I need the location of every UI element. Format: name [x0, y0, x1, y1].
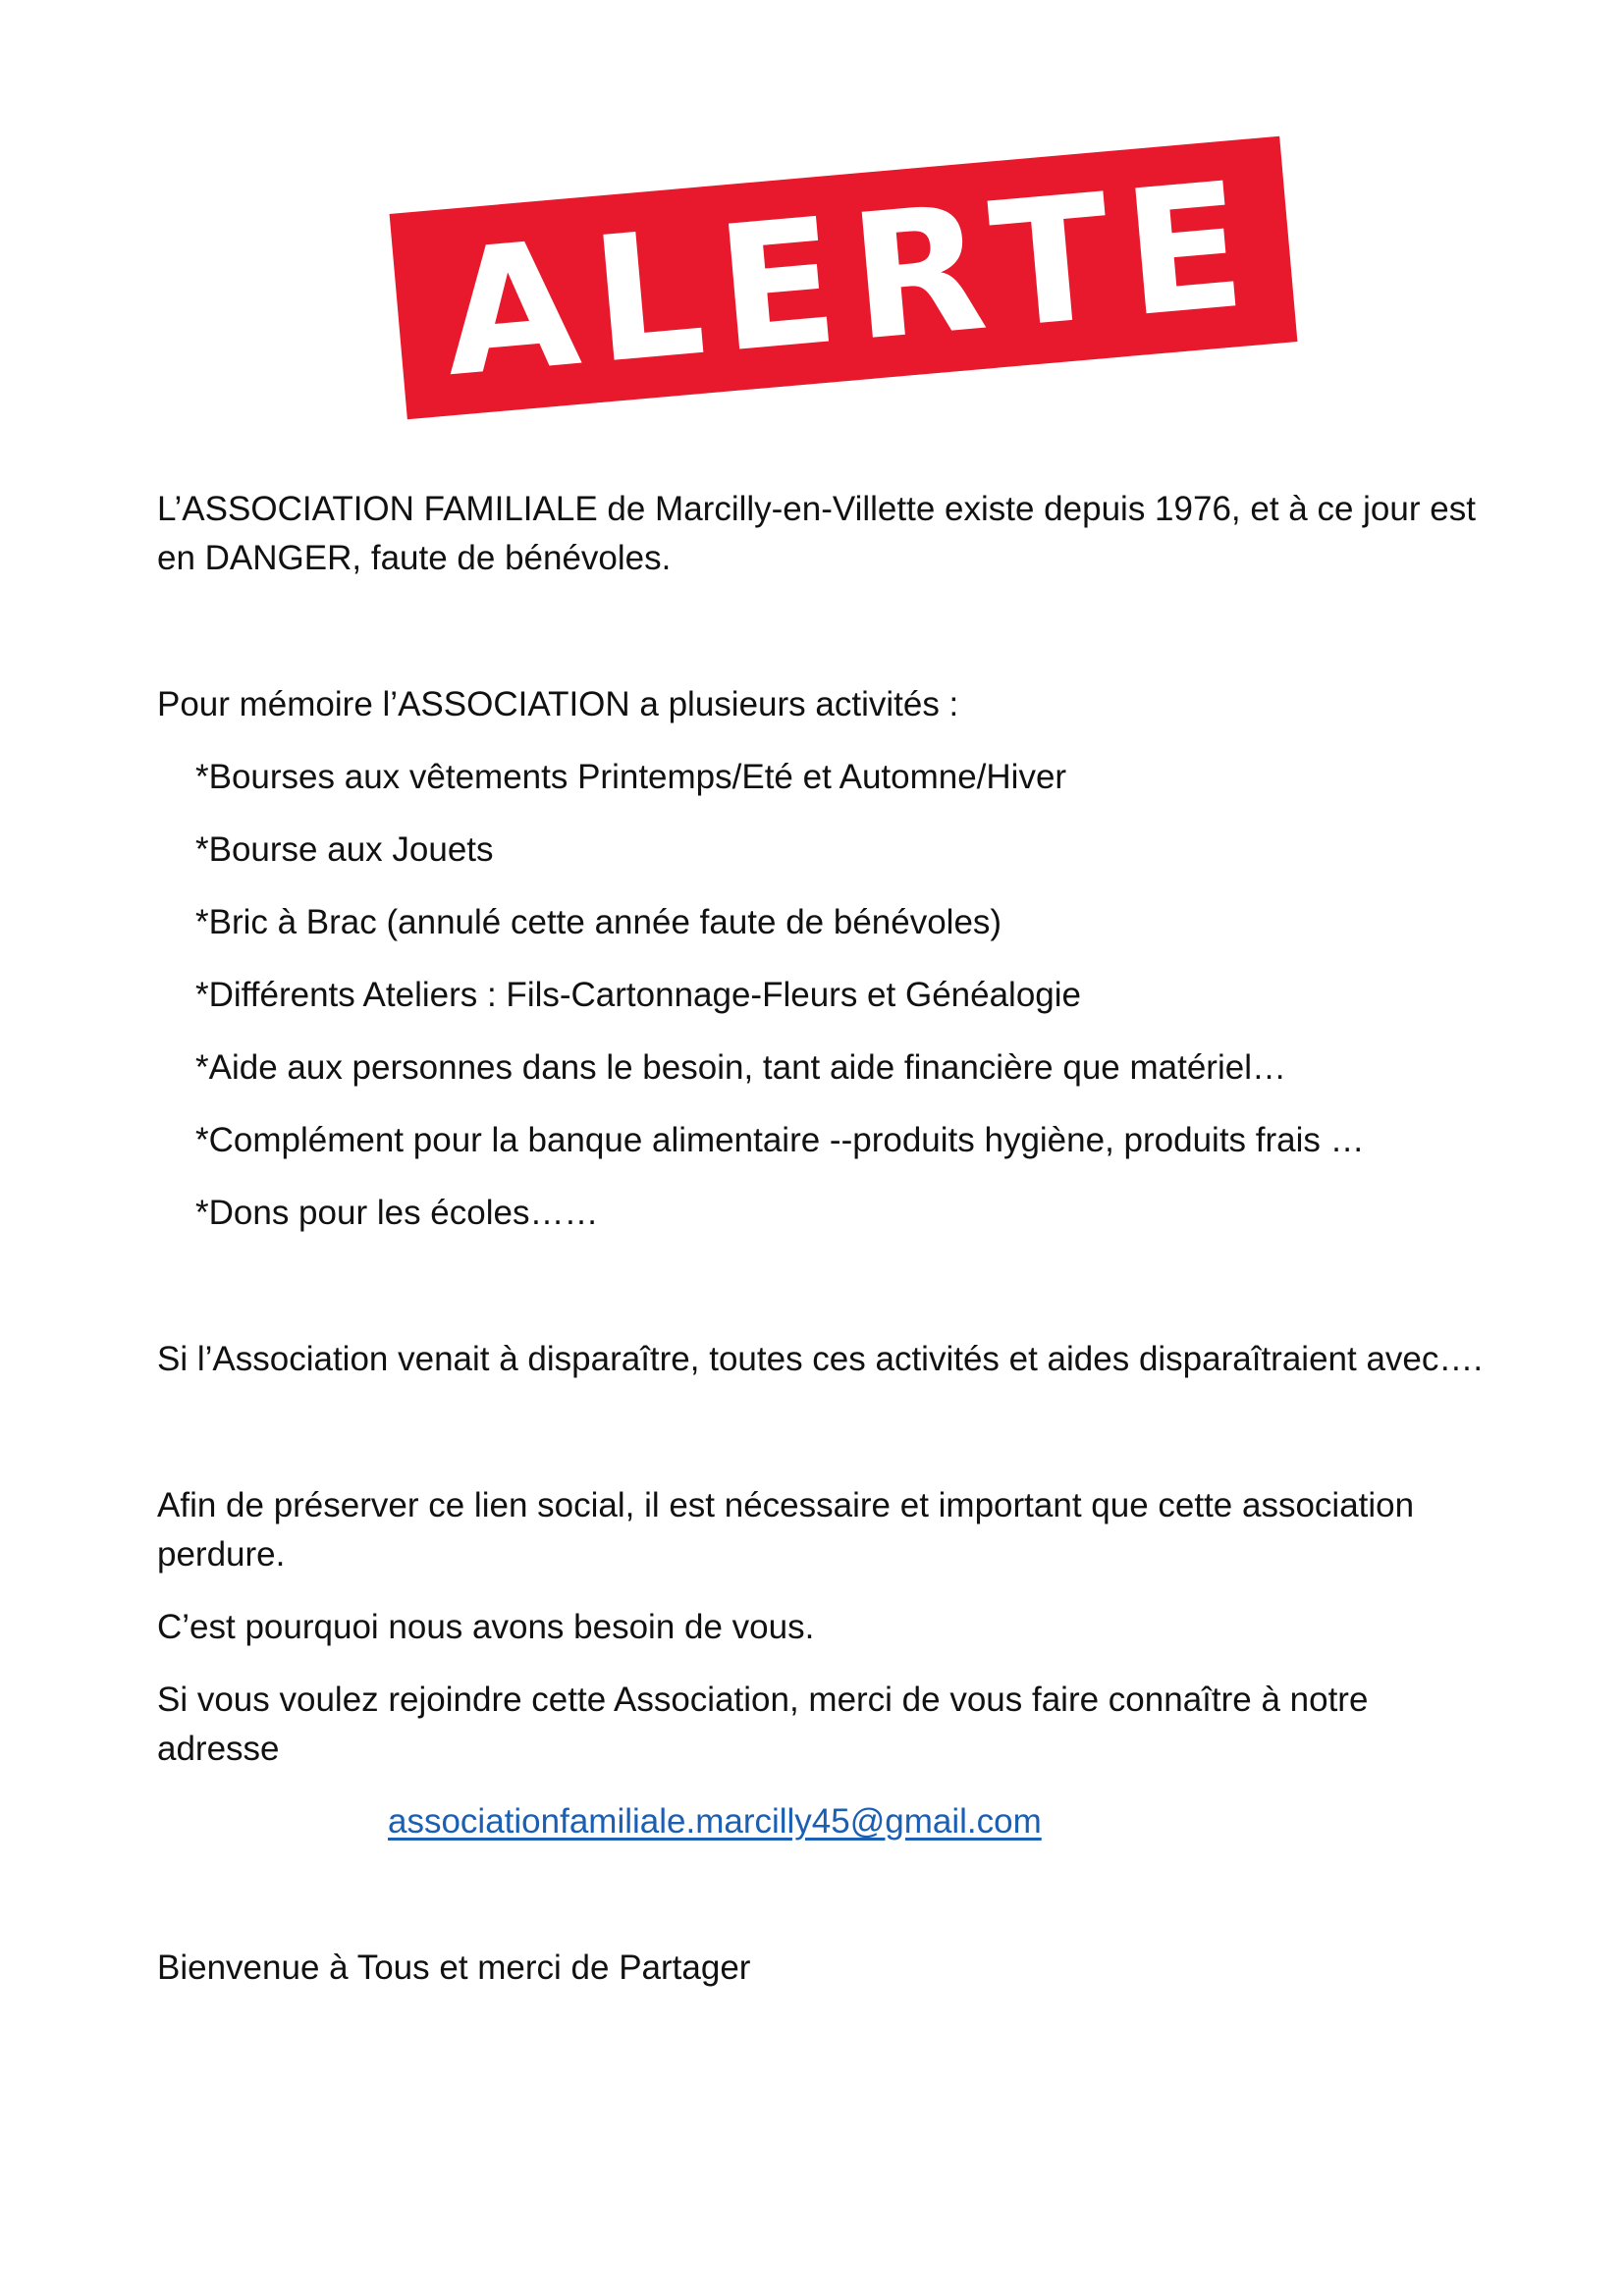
- alerte-banner: [390, 136, 1298, 420]
- join-line-1: Si vous voulez rejoindre cette Association, merci de vous faire connaître à notre: [157, 1681, 1369, 1719]
- email-line: [388, 1797, 1624, 1845]
- activity-item: *Complément pour la banque alimentaire --produits hygiène, produits frais …: [195, 1121, 1365, 1159]
- activity-item: *Aide aux personnes dans le besoin, tant aide financière que matériel…: [195, 1048, 1286, 1087]
- alerte-banner-text: ALERTE: [435, 143, 1268, 416]
- activity-item: *Dons pour les écoles……: [195, 1194, 599, 1232]
- activity-item: *Bourse aux Jouets: [195, 830, 494, 869]
- intro-line-1: L’ASSOCIATION FAMILIALE de Marcilly-en-Villette existe depuis 1976, et à ce jour est: [157, 490, 1476, 528]
- activities-heading: Pour mémoire l’ASSOCIATION a plusieurs activités :: [157, 685, 959, 723]
- warning-text: Si l’Association venait à disparaître, toutes ces activités et aides disparaîtraient avec….: [157, 1340, 1484, 1378]
- appeal-line-2: perdure.: [157, 1535, 286, 1574]
- join-line-2: adresse: [157, 1730, 280, 1768]
- appeal-line-1: Afin de préserver ce lien social, il est nécessaire et important que cette association: [157, 1486, 1415, 1524]
- activity-item: *Différents Ateliers : Fils-Cartonnage-Fleurs et Généalogie: [195, 976, 1082, 1014]
- activity-item: *Bourses aux vêtements Printemps/Eté et Automne/Hiver: [195, 758, 1067, 796]
- email-link[interactable]: associationfamiliale.marcilly45@gmail.com: [388, 1802, 1042, 1841]
- closing-text: Bienvenue à Tous et merci de Partager: [157, 1949, 751, 1987]
- intro-line-2: en DANGER, faute de bénévoles.: [157, 539, 672, 577]
- activity-item: *Bric à Brac (annulé cette année faute de bénévoles): [195, 903, 1002, 941]
- need-you-text: C’est pourquoi nous avons besoin de vous.: [157, 1608, 815, 1646]
